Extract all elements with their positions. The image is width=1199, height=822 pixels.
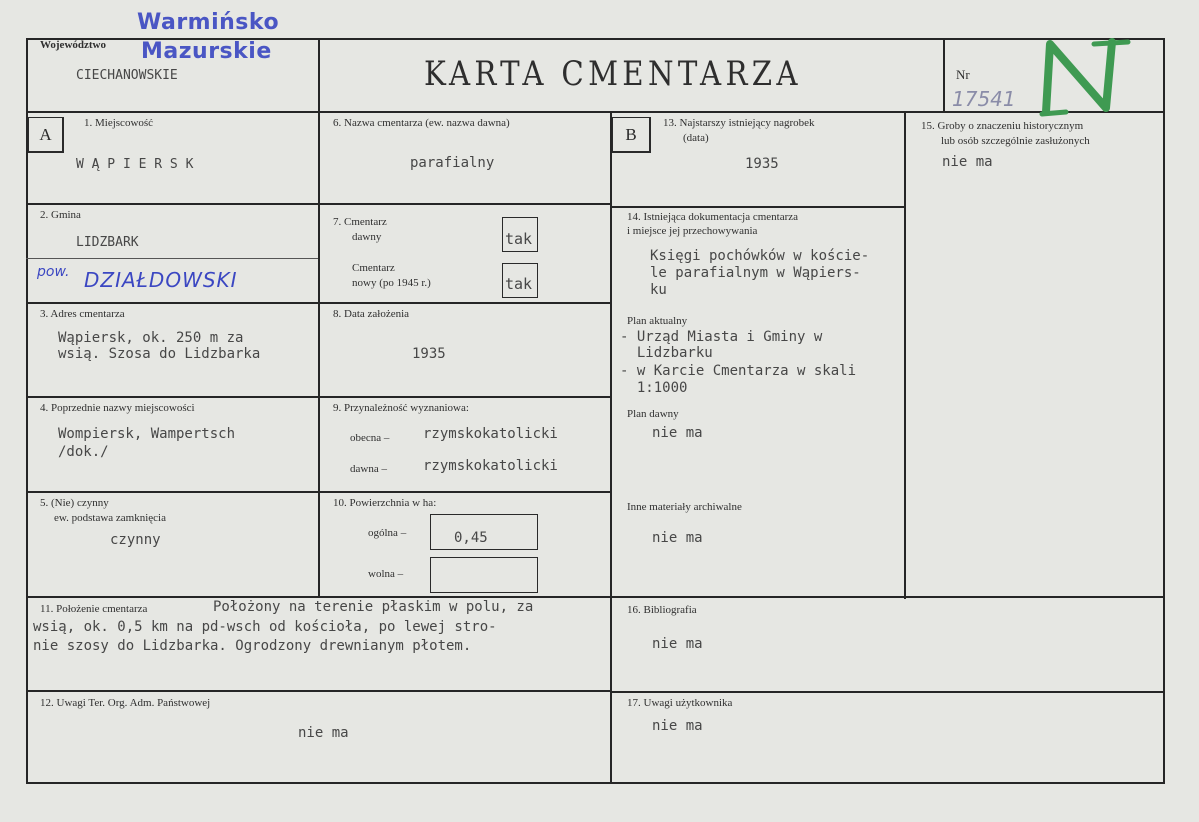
- f17-value: nie ma: [652, 718, 703, 734]
- f14-plan-line4: 1:1000: [620, 380, 688, 396]
- f8-label: 8. Data założenia: [333, 308, 410, 320]
- row-line-l5: [26, 596, 1165, 598]
- f17-label: 17. Uwagi użytkownika: [627, 697, 733, 709]
- col-divider-a: [318, 111, 320, 596]
- f4-value-line2: /dok./: [58, 444, 109, 460]
- header-bottom: [26, 111, 1165, 113]
- f1-value: W Ą P I E R S K: [76, 157, 194, 172]
- f14-plan-dawny-value: nie ma: [652, 425, 703, 441]
- voivodeship-label: Województwo: [40, 39, 106, 51]
- f11-line1: Położony na terenie płaskim w polu, za: [213, 599, 534, 615]
- f15-label-line2: lub osób szczególnie zasłużonych: [941, 135, 1090, 147]
- nr-value: 17541: [952, 87, 1016, 111]
- f7-dawny-value: tak: [505, 230, 533, 248]
- f14-inne-label: Inne materiały archiwalne: [627, 501, 742, 513]
- header-divider-1: [318, 38, 320, 112]
- f7-label: 7. Cmentarz: [333, 216, 387, 228]
- f14-inne-value: nie ma: [652, 530, 703, 546]
- card-title: KARTA CMENTARZA: [424, 54, 802, 94]
- f10-wolna-label: wolna –: [368, 568, 404, 580]
- col-divider-b: [610, 111, 612, 784]
- f14-plan-line3: - w Karcie Cmentarza w skali: [620, 363, 857, 379]
- region-stamp-line1: Warmińsko: [137, 10, 280, 35]
- f7-nowy-label-line1: Cmentarz: [352, 262, 395, 274]
- f4-value-line1: Wompiersk, Wampertsch: [58, 426, 236, 442]
- f2-handwritten-prefix: pow.: [37, 264, 70, 280]
- f15-value: nie ma: [942, 154, 993, 170]
- row-line-r2: [610, 691, 1165, 693]
- f11-line2: wsią, ok. 0,5 km na pd-wsch od kościoła, po lewej stro-: [33, 619, 497, 635]
- f9-obecna-label: obecna –: [350, 432, 390, 444]
- f2-label: 2. Gmina: [40, 209, 81, 221]
- nr-label: Nr: [956, 67, 970, 82]
- f8-value: 1935: [412, 346, 446, 362]
- f2-value: LIDZBARK: [76, 235, 139, 250]
- f14-label-line1: 14. Istniejąca dokumentacja cmentarza: [627, 211, 799, 223]
- f11-label: 11. Położenie cmentarza: [40, 603, 148, 615]
- row-line-l4: [26, 491, 612, 493]
- region-stamp-line2: Mazurskie: [141, 39, 272, 64]
- frame-bottom: [26, 782, 1165, 784]
- section-b-marker: B: [612, 117, 651, 153]
- f5-label-line2: ew. podstawa zamknięcia: [54, 512, 166, 524]
- f9-label: 9. Przynależność wyznaniowa:: [333, 402, 469, 414]
- f14-value-line3: ku: [650, 282, 667, 298]
- f4-label: 4. Poprzednie nazwy miejscowości: [40, 402, 195, 414]
- f10-wolna-box: [430, 557, 538, 593]
- f7-nowy-value: tak: [505, 275, 533, 293]
- f3-label: 3. Adres cmentarza: [40, 308, 125, 320]
- f3-value-line1: Wąpiersk, ok. 250 m za: [58, 330, 244, 346]
- f14-plan-line1: - Urząd Miasta i Gminy w: [620, 329, 823, 345]
- f5-value: czynny: [110, 532, 161, 548]
- f11-line3: nie szosy do Lidzbarka. Ogrodzony drewnianym płotem.: [33, 638, 472, 654]
- f16-label: 16. Bibliografia: [627, 604, 697, 616]
- section-a-marker: A: [28, 117, 64, 153]
- f12-value: nie ma: [298, 725, 349, 741]
- f13-label-line1: 13. Najstarszy istniejący nagrobek: [663, 117, 815, 129]
- row-line-l3: [26, 396, 612, 398]
- f14-plan-dawny-label: Plan dawny: [627, 408, 679, 420]
- f10-label: 10. Powierzchnia w ha:: [333, 497, 437, 509]
- f12-label: 12. Uwagi Ter. Org. Adm. Państwowej: [40, 697, 211, 709]
- row-line-b1: [610, 206, 906, 208]
- row-line-l1: [26, 203, 612, 205]
- f14-plan-aktualny-label: Plan aktualny: [627, 315, 688, 327]
- f14-value-line1: Księgi pochówków w koście-: [650, 248, 870, 264]
- f9-dawna-value: rzymskokatolicki: [423, 458, 558, 474]
- f7-nowy-label-line2: nowy (po 1945 r.): [352, 277, 431, 289]
- category-letter-n: [1036, 38, 1132, 118]
- col-divider-c: [904, 111, 906, 599]
- f6-label: 6. Nazwa cmentarza (ew. nazwa dawna): [333, 117, 510, 129]
- f5-label-line1: 5. (Nie) czynny: [40, 497, 109, 509]
- frame-right: [1163, 38, 1165, 784]
- voivodeship-value: CIECHANOWSKIE: [76, 68, 178, 83]
- row-line-l2: [26, 302, 612, 304]
- f14-plan-line2: Lidzbarku: [620, 345, 713, 361]
- row-line-l6: [26, 690, 612, 692]
- f9-dawna-label: dawna –: [350, 463, 387, 475]
- f10-ogolna-label: ogólna –: [368, 527, 407, 539]
- f16-value: nie ma: [652, 636, 703, 652]
- f10-ogolna-value: 0,45: [454, 530, 488, 546]
- f7-dawny-label: dawny: [352, 231, 382, 243]
- f14-label-line2: i miejsce jej przechowywania: [627, 225, 758, 237]
- f6-value: parafialny: [410, 155, 495, 171]
- header-divider-2: [943, 38, 945, 112]
- f14-value-line2: le parafialnym w Wąpiers-: [650, 265, 861, 281]
- f13-label-line2: (data): [683, 132, 709, 144]
- f13-value: 1935: [745, 156, 779, 172]
- f15-label-line1: 15. Groby o znaczeniu historycznym: [921, 120, 1084, 132]
- f2-handwritten-value: DZIAŁDOWSKI: [84, 268, 238, 292]
- f1-label: 1. Miejscowość: [84, 117, 154, 129]
- f3-value-line2: wsią. Szosa do Lidzbarka: [58, 346, 261, 362]
- f9-obecna-value: rzymskokatolicki: [423, 426, 558, 442]
- gmina-underline: [26, 258, 318, 259]
